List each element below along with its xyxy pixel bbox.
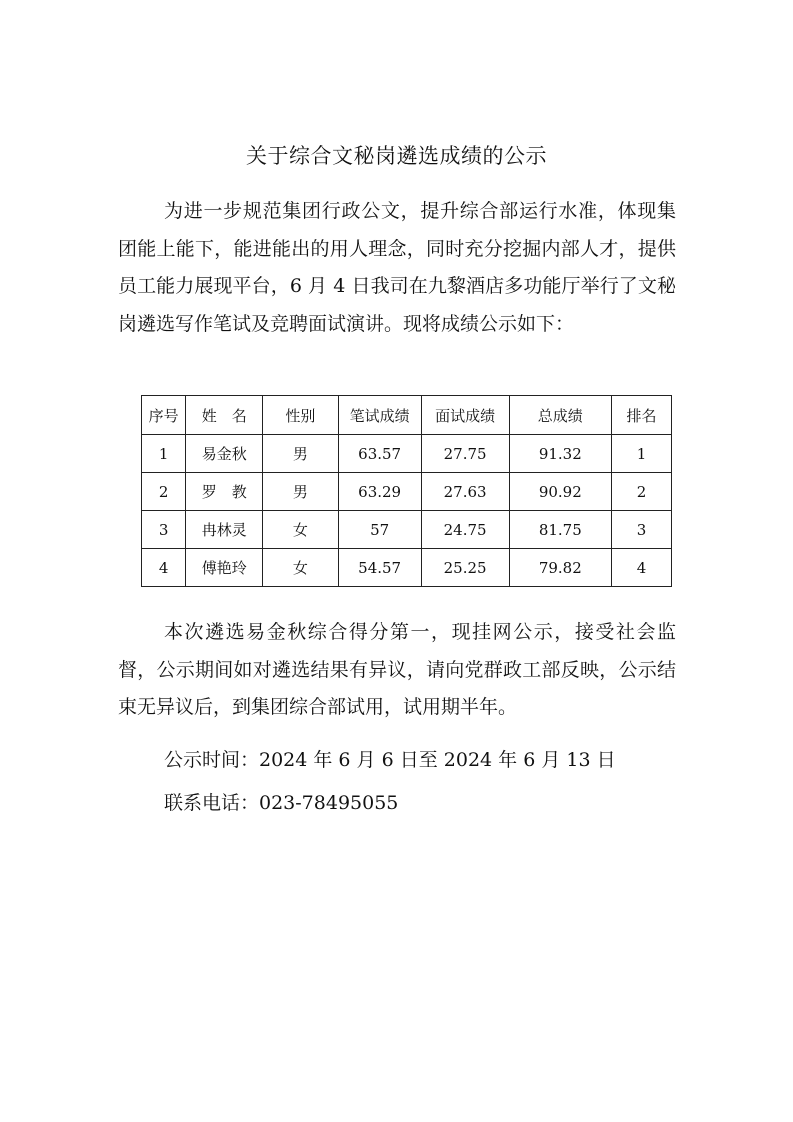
header-gender: 性别 (263, 396, 339, 435)
cell-rank: 2 (612, 473, 672, 511)
cell-rank: 4 (612, 549, 672, 587)
intro-paragraph: 为进一步规范集团行政公文，提升综合部运行水准，体现集团能上能下，能进能出的用人理念，同时充分挖掘内部人才，提供员工能力展现平台，6 月 4 日我司在九黎酒店多功能厅举行了文秘岗遴选写作笔试及竞聘面试演讲。现将成绩公示如下： (118, 200, 676, 335)
closing-paragraph: 本次遴选易金秋综合得分第一，现挂网公示，接受社会监督，公示期间如对遴选结果有异议，请向党群政工部反映，公示结束无异议后，到集团综合部试用，试用期半年。 (118, 621, 676, 718)
cell-written-score: 63.57 (338, 435, 421, 473)
cell-total-score: 91.32 (509, 435, 612, 473)
cell-written-score: 54.57 (338, 549, 421, 587)
header-name: 姓 名 (186, 396, 263, 435)
cell-total-score: 79.82 (509, 549, 612, 587)
cell-gender: 男 (263, 473, 339, 511)
cell-gender: 女 (263, 511, 339, 549)
cell-interview-score: 27.63 (421, 473, 509, 511)
cell-gender: 女 (263, 549, 339, 587)
table-row (142, 473, 672, 511)
table-row (142, 549, 672, 587)
cell-name: 罗 教 (186, 473, 263, 511)
cell-written-score: 57 (338, 511, 421, 549)
cell-interview-score: 27.75 (421, 435, 509, 473)
table-row (142, 435, 672, 473)
header-written-score: 笔试成绩 (338, 396, 421, 435)
cell-index: 1 (142, 435, 186, 473)
cell-name: 易金秋 (186, 435, 263, 473)
page-title: 关于综合文秘岗遴选成绩的公示 (246, 144, 547, 168)
cell-rank: 1 (612, 435, 672, 473)
header-rank: 排名 (612, 396, 672, 435)
publication-period: 公示时间：2024 年 6 月 6 日至 2024 年 6 月 13 日 (164, 749, 616, 771)
cell-index: 2 (142, 473, 186, 511)
cell-name: 傅艳玲 (186, 549, 263, 587)
scores-table (141, 395, 672, 587)
cell-gender: 男 (263, 435, 339, 473)
cell-index: 4 (142, 549, 186, 587)
table-header-row (142, 396, 672, 435)
cell-written-score: 63.29 (338, 473, 421, 511)
header-index: 序号 (142, 396, 186, 435)
cell-total-score: 81.75 (509, 511, 612, 549)
contact-phone: 联系电话：023-78495055 (164, 792, 399, 814)
header-total-score: 总成绩 (509, 396, 612, 435)
cell-total-score: 90.92 (509, 473, 612, 511)
table-row (142, 511, 672, 549)
cell-index: 3 (142, 511, 186, 549)
cell-name: 冉林灵 (186, 511, 263, 549)
cell-rank: 3 (612, 511, 672, 549)
cell-interview-score: 25.25 (421, 549, 509, 587)
header-interview-score: 面试成绩 (421, 396, 509, 435)
cell-interview-score: 24.75 (421, 511, 509, 549)
